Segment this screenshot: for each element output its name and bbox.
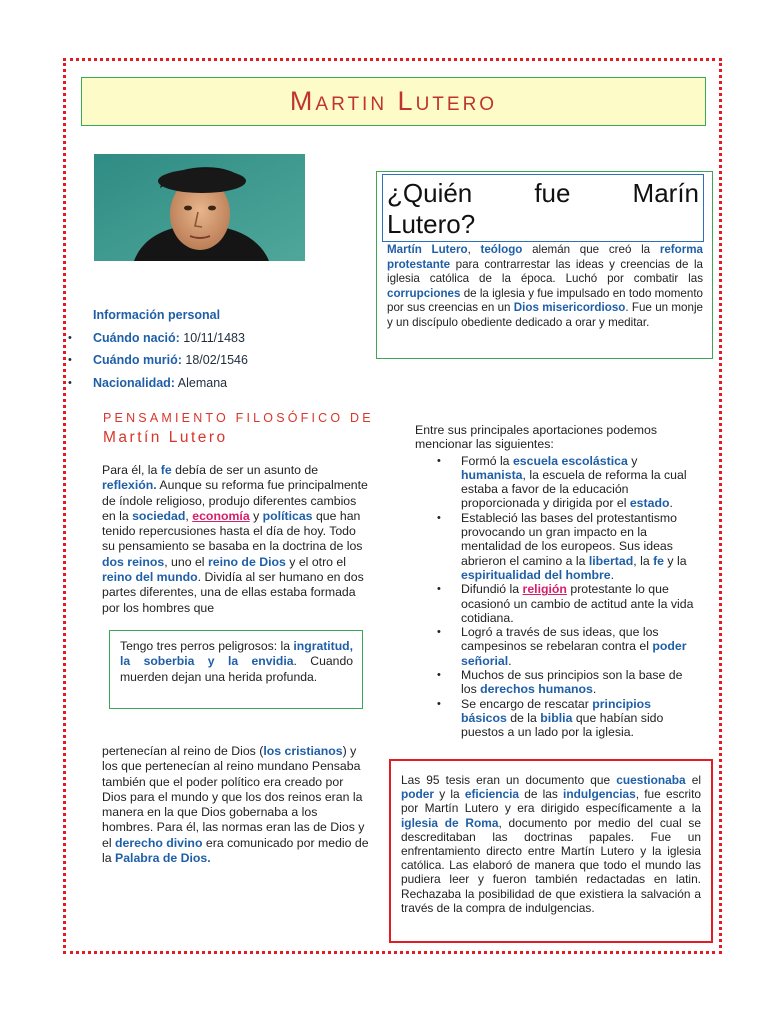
text-run: , documento por medio del cual se descreditaban las doctrinas papales. Fue un enfrentamiento directo entre Martín Lutero y la iglesia católica. Las elaboró de manera que todo el mundo las pudiera leer y fueron también redactadas en latin. Rechazaba la posibilidad de que existiera la salvación a través de la compra de indulgencias.	[401, 815, 701, 915]
humanist-term: humanista	[461, 467, 523, 482]
text-run: Logró a través de sus ideas, que los campesinos se rebelaran contra el	[461, 625, 659, 654]
text-run: alemán que creó la	[522, 243, 660, 256]
text-run: que habían sido puestos a un lado por la iglesia.	[461, 710, 664, 740]
born-label: Cuándo nació:	[93, 330, 180, 345]
text-run: ) y los que pertenecían al reino mundano Pensaba también que el poder político era creado por Dios para el mundo y que los dos reinos eran la manera en la que Dios gobernaba a los hombres. Para él, las normas eran las de Dios y el	[102, 744, 365, 850]
text-run: de la	[506, 710, 541, 725]
theses-box	[389, 759, 713, 943]
text-run: y el otro el	[285, 554, 347, 569]
corruption-term: corrupciones	[387, 286, 461, 300]
bible-term: biblia	[540, 710, 573, 725]
text-run: Tengo tres perros peligrosos: la	[120, 639, 294, 653]
lordly-power-term: poder señorial	[461, 639, 687, 668]
text-run: Para él, la	[102, 463, 161, 477]
reform-term: reforma protestante	[387, 243, 703, 271]
info-died	[93, 349, 248, 372]
text-run: , la	[633, 553, 654, 568]
who-description	[387, 243, 703, 331]
text-run: de las	[519, 787, 564, 802]
spirituality-term: espiritualidad del hombre	[461, 567, 611, 582]
kingdom-world-term: reino del mundo	[102, 570, 198, 585]
text-run: , fue escrito por Martín Lutero y era dirigido específicamente a la	[401, 787, 701, 816]
text-run: . Cuando muerden dejan una herida profunda.	[120, 654, 353, 684]
contributions-intro: Entre sus principales aportaciones podemos mencionar las siguientes:	[415, 423, 657, 452]
who-question-line1: ¿Quién fue Marín	[387, 178, 699, 208]
born-value: 10/11/1483	[183, 330, 245, 345]
text-run: protestante lo que ocasionó un cambio de actitud ante la vida cotidiana.	[461, 582, 694, 625]
text-run: debía de ser un asunto de	[171, 463, 319, 477]
name-term: Martín Lutero	[387, 243, 468, 256]
basic-principles-term: principios básicos	[461, 696, 652, 725]
contributions-section	[415, 423, 700, 740]
text-run: . Fue un monje y un discípulo obediente dedicado a orar y meditar.	[387, 301, 703, 329]
text-run: .	[669, 496, 673, 511]
text-run: y	[249, 508, 263, 523]
philosophy-heading-line1: PENSAMIENTO FILOSÓFICO DE	[103, 411, 374, 425]
contributions-list	[415, 454, 700, 740]
society-term: sociedad	[132, 508, 186, 523]
word-of-god-term: Palabra de Dios.	[115, 851, 211, 866]
philosophy-heading-line2: Martín Lutero	[103, 429, 228, 446]
kingdom-god-term: reino de Dios	[207, 554, 286, 569]
christians-term: los cristianos	[263, 744, 343, 758]
text-run: Formó la	[461, 453, 513, 468]
text-run: el	[685, 773, 701, 787]
text-run: Las 95 tesis eran un documento que	[401, 773, 617, 787]
nationality-value: Alemana	[177, 375, 228, 390]
philosophy-continuation	[102, 744, 370, 866]
who-question	[382, 174, 704, 242]
philosophy-paragraph	[102, 463, 370, 616]
philosophy-heading	[103, 411, 383, 447]
theologian-term: teólogo	[480, 243, 523, 256]
title-banner	[81, 77, 706, 126]
text-run: ,	[185, 508, 193, 523]
text-run: .	[592, 682, 597, 697]
text-run: para contrarrestar las ideas y creencias de la iglesia católica de la época. Luchó por combatir las	[387, 257, 703, 286]
page-title: Martin Lutero	[289, 86, 498, 116]
economy-link[interactable]: economía	[192, 508, 250, 523]
text-run: , la escuela de reforma la cual estaba a favor de la educación proporcionada y dirigida por el	[461, 467, 687, 511]
two-kingdoms-term: dos reinos	[102, 554, 165, 569]
list-item	[461, 511, 700, 582]
text-run: , uno el	[164, 554, 208, 569]
reflection-term: reflexión.	[102, 478, 157, 493]
who-question-line2: Lutero?	[387, 209, 476, 239]
died-value: 18/02/1546	[185, 353, 248, 367]
god-term: Dios misericordioso	[513, 301, 626, 315]
quote-box	[109, 630, 363, 709]
politics-term: políticas	[262, 508, 313, 523]
text-run: y	[627, 453, 638, 468]
human-rights-term: derechos humanos	[480, 682, 593, 697]
list-item	[461, 668, 700, 697]
text-run: . Dividía al ser humano en dos partes diferentes, una de ellas estaba formada por los hombres que	[102, 570, 364, 615]
personal-info	[93, 304, 248, 394]
quote-emphasis: ingratitud, la soberbia y la envidia	[120, 639, 353, 669]
church-of-rome-term: iglesia de Roma	[401, 815, 499, 830]
indulgences-term: indulgencias	[563, 787, 636, 802]
died-label: Cuándo murió:	[93, 353, 182, 367]
portrait-image	[94, 154, 305, 261]
efficiency-term: eficiencia	[464, 787, 520, 802]
text-run: pertenecían al reino de Dios (	[102, 744, 264, 758]
text-run: Difundió la	[461, 582, 523, 597]
scholastic-term: escuela escolástica	[512, 453, 628, 468]
divine-law-term: derecho divino	[115, 835, 203, 850]
religion-link[interactable]: religión	[522, 582, 567, 597]
questioned-term: cuestionaba	[616, 773, 686, 787]
text-run: de la iglesia y fue impulsado en todo momento por sus creencias en un	[387, 286, 703, 315]
text-run: .	[610, 567, 615, 582]
freedom-term: libertad	[588, 553, 634, 568]
list-item	[461, 582, 700, 625]
faith-term: fe	[653, 553, 665, 568]
nationality-label: Nacionalidad:	[93, 375, 175, 390]
text-run: y la	[664, 553, 687, 568]
text-run: que han tenido repercusiones hasta el día de hoy. Todo su pensamiento se basaba en la doctrina de los	[102, 508, 363, 554]
text-run: Aunque su reforma fue principalmente de índole religioso, produjo diferentes cambios en la	[102, 478, 368, 523]
power-term: poder	[401, 787, 435, 802]
info-born	[93, 327, 248, 350]
text-run: era comunicado por medio de la	[102, 835, 369, 866]
text-run: Estableció las bases del protestantismo provocando un gran impacto en la mentalidad de los europeos. Sus ideas abrieron el camino a la	[461, 510, 677, 568]
text-run: .	[508, 653, 512, 668]
text-run: y la	[434, 787, 465, 802]
list-item	[461, 454, 700, 511]
faith-term: fe	[160, 463, 172, 477]
info-list	[93, 327, 248, 395]
info-heading: Información personal	[93, 308, 221, 322]
list-item	[461, 697, 700, 740]
text-run: Muchos de sus principios son la base de los	[461, 668, 683, 697]
text-run: ,	[467, 243, 481, 256]
info-nationality	[93, 372, 248, 395]
list-item	[461, 625, 700, 668]
state-term: estado	[629, 496, 670, 511]
text-run: Se encargo de rescatar	[461, 696, 593, 711]
